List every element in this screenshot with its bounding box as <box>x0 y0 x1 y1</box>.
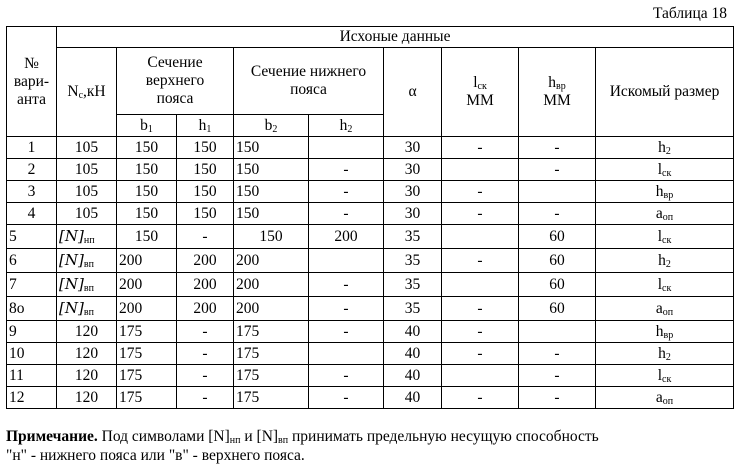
data-table <box>6 26 734 409</box>
header-nc: $N_с,кН$ <box>57 48 117 137</box>
header-variant-number: № вари- анта <box>7 27 57 137</box>
table-row: 5 $[N]_{нп}$ 150 - 150 200 35 60 $l_{ск}$ <box>7 225 734 249</box>
header-h2: $h_2$ <box>309 115 384 137</box>
header-lsk: $l_{ск}$ ММ <box>442 48 519 137</box>
table-row: 8о $[N]_{вп}$ 200 200 200 - 35 - 60 $a_{оп}$ <box>7 297 734 321</box>
footnote: Примечание. Под символами $[N]_{нп}$ и $[N]_{вп}$ принимать предельную несущую способность "н" - нижнего пояса или "в" - верхнего пояса. <box>6 428 599 464</box>
table-row: 4 105 150 150 150 - 30 - - $a_{оп}$ <box>7 203 734 225</box>
table-row: 12 120 175 - 175 - 40 - - $a_{оп}$ <box>7 387 734 409</box>
table-row: 10 120 175 - 175 40 - - $h_2$ <box>7 343 734 365</box>
header-source-data: Исхоные данные <box>57 27 734 48</box>
table-row: 2 105 150 150 150 - 30 - $l_{ск}$ <box>7 159 734 181</box>
header-sought-size: Искомый размер <box>596 48 734 137</box>
table-row: 11 120 175 - 175 - 40 - $l_{ск}$ <box>7 365 734 387</box>
header-upper-section: Сечение верхнего пояса <box>117 48 234 115</box>
table-row: 9 120 175 - 175 - 40 - $h_{вр}$ <box>7 321 734 343</box>
header-alpha: α <box>384 48 442 137</box>
table-caption: Таблица 18 <box>652 5 727 22</box>
table-row: 6 $[N]_{вп}$ 200 200 200 35 - 60 $h_2$ <box>7 249 734 273</box>
header-h1: $h_1$ <box>177 115 234 137</box>
header-b2: $b_2$ <box>234 115 309 137</box>
footnote-label: Примечание. <box>6 428 98 445</box>
table-row: 3 105 150 150 150 - 30 - $h_{вр}$ <box>7 181 734 203</box>
header-b1: $b_1$ <box>117 115 177 137</box>
header-hvr: $h_{вр}$ ММ <box>519 48 596 137</box>
table-row: 7 $[N]_{вп}$ 200 200 200 - 35 60 $l_{ск}$ <box>7 273 734 297</box>
header-lower-section: Сечение нижнего пояса <box>234 48 384 115</box>
table-row: 1 105 150 150 150 30 - - $h_2$ <box>7 137 734 159</box>
